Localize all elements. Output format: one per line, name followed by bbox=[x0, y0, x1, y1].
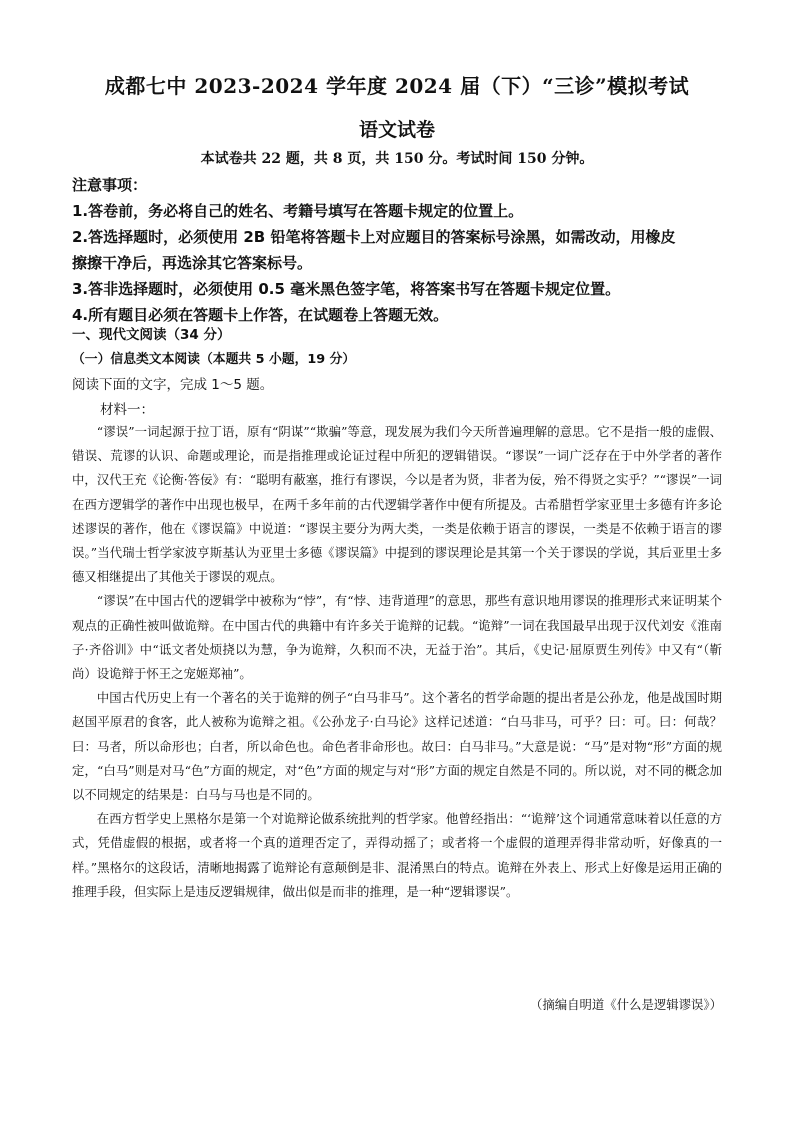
notice-block bbox=[72, 172, 722, 328]
passage bbox=[72, 420, 722, 904]
passage-source: （摘编自明道《什么是逻辑谬误》） bbox=[529, 997, 722, 1012]
passage-paragraph: “谬误”在中国古代的逻辑学中被称为“悖”，有“悖、违背道理”的意思，那些有意识地用谬误的推理形式来证明某个观点的正确性被叫做诡辩。在中国古代的典籍中有许多关于诡辩的记载。“诡辩”一词在我国最早出现于汉代刘安《淮南子·齐俗训》中“诋文者处烦挠以为慧，争为诡辩，久积而不决，无益于治”。其后，《史记·屈原贾生列传》中又有“（靳尚）设诡辩于怀王之宠姬郑袖”。 bbox=[72, 593, 722, 682]
passage-paragraph: 在西方哲学史上黑格尔是第一个对诡辩论做系统批判的哲学家。他曾经指出：“‘诡辩’这个词通常意味着以任意的方式，凭借虚假的根据，或者将一个真的道理否定了，弄得动摇了；或者将一个虚假的道理弄得非常动听，好像真的一样。”黑格尔的这段话，清晰地揭露了诡辩论有意颠倒是非、混淆黑白的特点。诡辩在外表上、形式上好像是运用正确的推理手段，但实际上是违反逻辑规律，做出似是而非的推理，是一种“逻辑谬误”。 bbox=[72, 811, 722, 899]
passage-paragraph: 中国古代历史上有一个著名的关于诡辩的例子“白马非马”。这个著名的哲学命题的提出者是公孙龙，他是战国时期赵国平原君的食客，此人被称为诡辩之祖。《公孙龙子·白马论》这样记述道：“白马非马，可乎？曰：可。曰：何哉？曰：马者，所以命形也；白者，所以命色也。命色者非命形也。故曰：白马非马。”大意是说：“马”是对物“形”方面的规定，“白马”则是对马“色”方面的规定，对“色”方面的规定与对“形”方面的规定自然是不同的。所以说，对不同的概念加以不同规定的结果是：白马与马也是不同的。 bbox=[72, 690, 722, 803]
notice-heading: 注意事项： bbox=[72, 176, 148, 194]
passage-paragraph: “谬误”一词起源于拉丁语，原有“阴谋”“欺骗”等意，现发展为我们今天所普遍理解的意思。它不是指一般的虚假、错误、荒谬的认识、命题或理论，而是指推理或论证过程中所犯的逻辑错误。“谬误”一词广泛存在于中外学者的著作中，汉代王充《论衡·答佞》有：“聪明有蔽塞，推行有谬误，今以是者为贤，非者为佞，殆不得贤之实乎？”“谬误”一词在西方逻辑学的著作中出现也极早，在两千多年前的古代逻辑学著作中便有所提及。古希腊哲学家亚里士多德有许多论述谬误的著作，他在《谬误篇》中说道：“谬误主要分为两大类，一类是依赖于语言的谬误，一类是不依赖于语言的谬误。”当代瑞士哲学家波亨斯基认为亚里士多德《谬误篇》中提到的谬误理论是其第一个关于谬误的学说，其后亚里士多德又相继提出了其他关于谬误的观点。 bbox=[72, 424, 722, 585]
material-label: 材料一： bbox=[100, 402, 154, 418]
notice-item: 4.所有题目必须在答题卡上作答，在试题卷上答题无效。 bbox=[72, 306, 449, 324]
section-heading: 一、现代文阅读（34 分） bbox=[72, 327, 231, 343]
notice-item: 1.答卷前，务必将自己的姓名、考籍号填写在答题卡规定的位置上。 bbox=[72, 202, 524, 220]
notice-item: 2.答选择题时，必须使用 2B 铅笔将答题卡上对应题目的答案标号涂黑，如需改动，用橡皮 bbox=[72, 228, 676, 246]
page-subtitle: 语文试卷 bbox=[358, 119, 435, 141]
sub-section-heading: （一）信息类文本阅读（本题共 5 小题，19 分） bbox=[72, 352, 356, 367]
exam-info: 本试卷共 22 题，共 8 页，共 150 分。考试时间 150 分钟。 bbox=[200, 151, 594, 167]
page-title: 成都七中 2023-2024 学年度 2024 届（下）“三诊”模拟考试 bbox=[104, 74, 690, 98]
notice-item: 擦擦干净后，再选涂其它答案标号。 bbox=[72, 254, 313, 272]
reading-instruction: 阅读下面的文字，完成 1～5 题。 bbox=[72, 377, 274, 393]
notice-item: 3.答非选择题时，必须使用 0.5 毫米黑色签字笔，将答案书写在答题卡规定位置。 bbox=[72, 280, 621, 298]
